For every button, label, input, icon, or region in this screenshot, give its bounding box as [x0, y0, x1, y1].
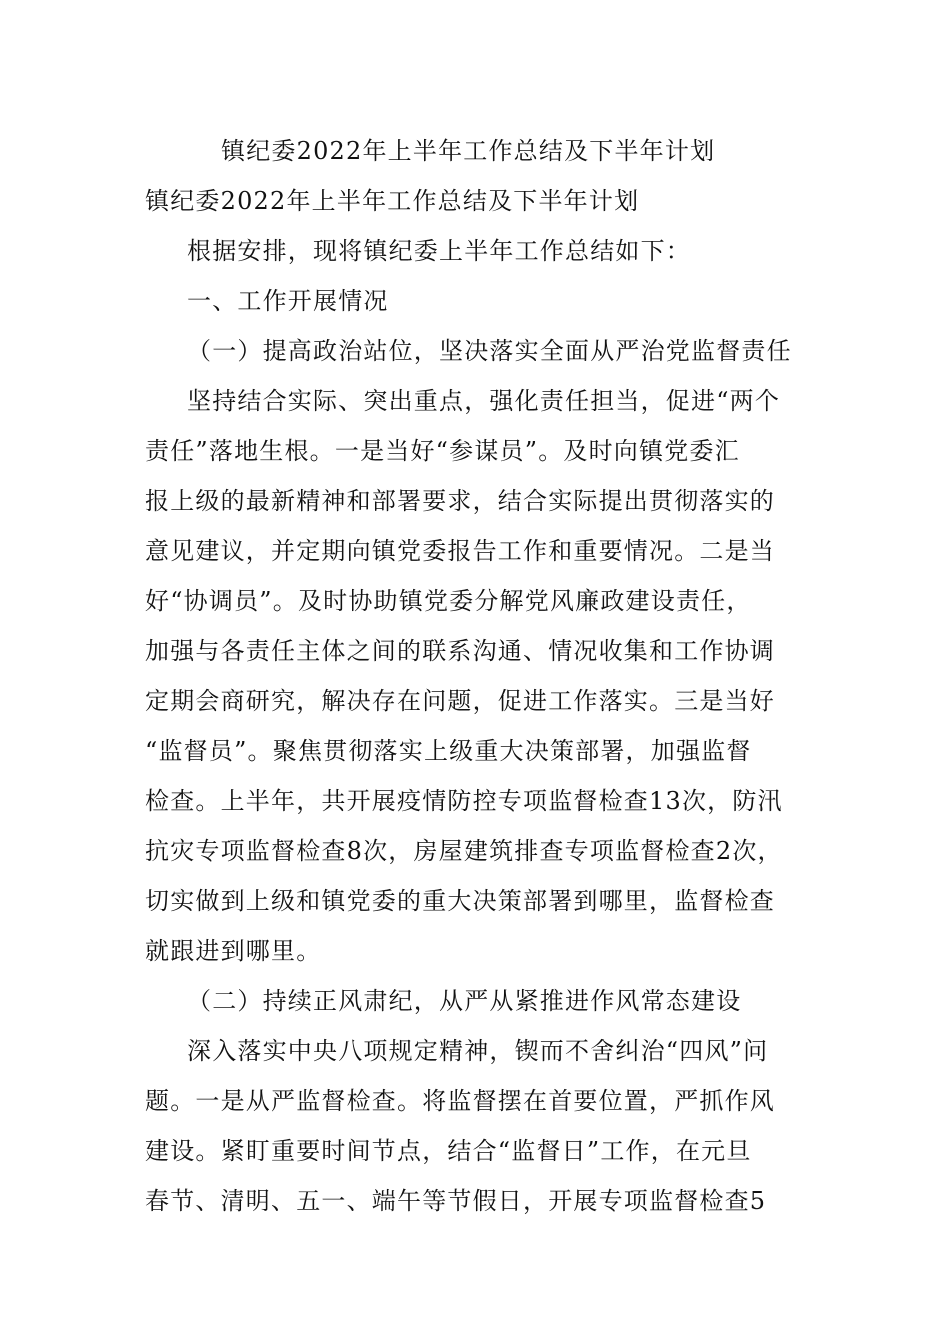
paragraph-line: 春节、清明、五一、端午等节假日，开展专项监督检查5: [145, 1187, 767, 1215]
paragraph-line: 抗灾专项监督检查8次，房屋建筑排查专项监督检查2次，: [145, 837, 783, 865]
intro-paragraph-line: 根据安排，现将镇纪委上半年工作总结如下：: [187, 237, 691, 265]
paragraph-line: 意见建议，并定期向镇党委报告工作和重要情况。二是当: [145, 537, 775, 565]
paragraph-line: 报上级的最新精神和部署要求，结合实际提出贯彻落实的: [145, 487, 775, 515]
paragraph-line: 深入落实中央八项规定精神，锲而不舍纠治“四风”问: [187, 1037, 769, 1065]
paragraph-line: 责任”落地生根。一是当好“参谋员”。及时向镇党委汇: [145, 437, 740, 465]
section-heading: 一、工作开展情况: [187, 287, 389, 315]
document-subtitle: 镇纪委2022年上半年工作总结及下半年计划: [145, 187, 640, 215]
paragraph-line: 好“协调员”。及时协助镇党委分解党风廉政建设责任，: [145, 587, 752, 615]
paragraph-line: “监督员”。聚焦贯彻落实上级重大决策部署，加强监督: [145, 737, 752, 765]
subsection-heading: （二）持续正风肃纪，从严从紧推进作风常态建设: [187, 987, 742, 1015]
paragraph-line: 就跟进到哪里。: [145, 937, 322, 965]
paragraph-line: 加强与各责任主体之间的联系沟通、情况收集和工作协调: [145, 637, 775, 665]
paragraph-line: 切实做到上级和镇党委的重大决策部署到哪里，监督检查: [145, 887, 775, 915]
paragraph-line: 坚持结合实际、突出重点，强化责任担当，促进“两个: [187, 387, 781, 415]
paragraph-line: 建设。紧盯重要时间节点，结合“监督日”工作，在元旦: [145, 1137, 752, 1165]
paragraph-line: 检查。上半年，共开展疫情防控专项监督检查13次，防汛: [145, 787, 783, 815]
paragraph-line: 题。一是从严监督检查。将监督摆在首要位置，严抓作风: [145, 1087, 775, 1115]
paragraph-line: 定期会商研究，解决存在问题，促进工作落实。三是当好: [145, 687, 775, 715]
subsection-heading: （一）提高政治站位，坚决落实全面从严治党监督责任: [187, 337, 792, 365]
document-title: 镇纪委2022年上半年工作总结及下半年计划: [221, 137, 716, 165]
